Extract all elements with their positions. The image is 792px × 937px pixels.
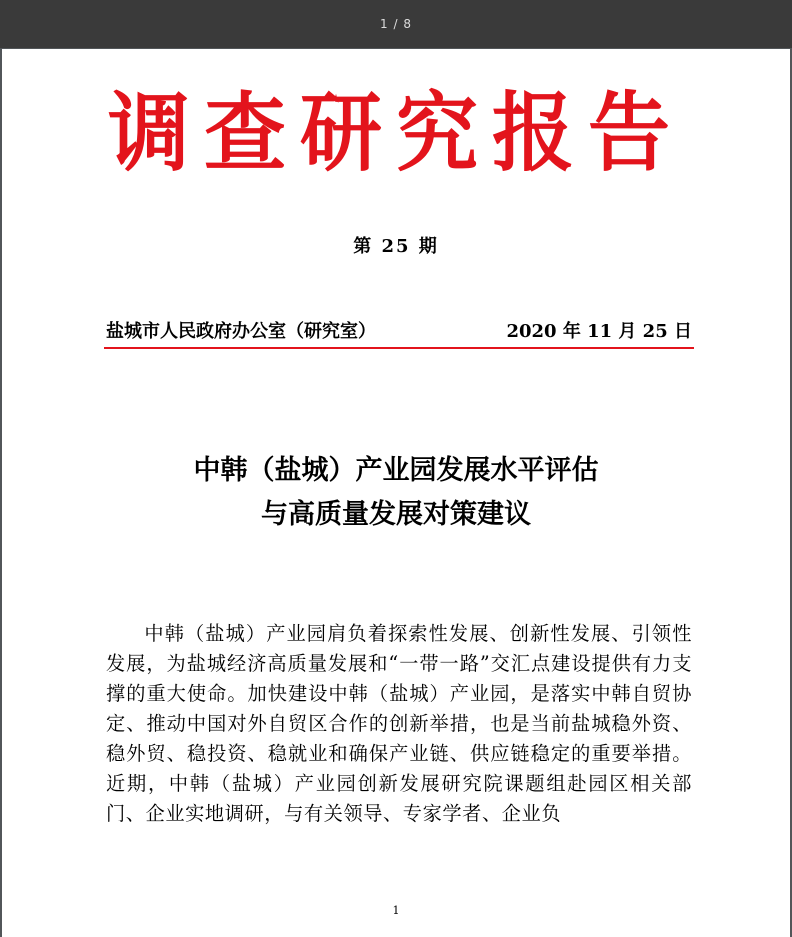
issue-number: 第 25 期 bbox=[353, 236, 439, 257]
title-line-1: 中韩（盐城）产业园发展水平评估 bbox=[193, 455, 599, 486]
report-masthead: 调查研究报告 bbox=[107, 82, 684, 184]
issue-date: 2020 年 11 月 25 日 bbox=[506, 321, 692, 342]
page-counter: 1 / 8 bbox=[380, 17, 412, 31]
issuing-organization: 盐城市人民政府办公室（研究室） bbox=[106, 321, 376, 342]
title-line-2: 与高质量发展对策建议 bbox=[261, 499, 531, 530]
document-title bbox=[2, 449, 790, 537]
body-paragraph: 中韩（盐城）产业园肩负着探索性发展、创新性发展、引领性发展，为盐城经济高质量发展和“一带一路”交汇点建设提供有力支撑的重大使命。加快建设中韩（盐城）产业园，是落实中韩自贸协定、推动中国对外自贸区合作的创新举措，也是当前盐城稳外资、稳外贸、稳投资、稳就业和确保产业链、供应链稳定的重要举措。近期，中韩（盐城）产业园创新发展研究院课题组赴园区相关部门、企业实地调研，与有关领导、专家学者、企业负 bbox=[106, 622, 692, 825]
issuer-line bbox=[106, 317, 692, 343]
viewer-toolbar bbox=[0, 0, 792, 48]
page-number: 1 bbox=[392, 904, 400, 917]
document-page[interactable] bbox=[2, 49, 790, 937]
red-divider bbox=[104, 347, 694, 349]
